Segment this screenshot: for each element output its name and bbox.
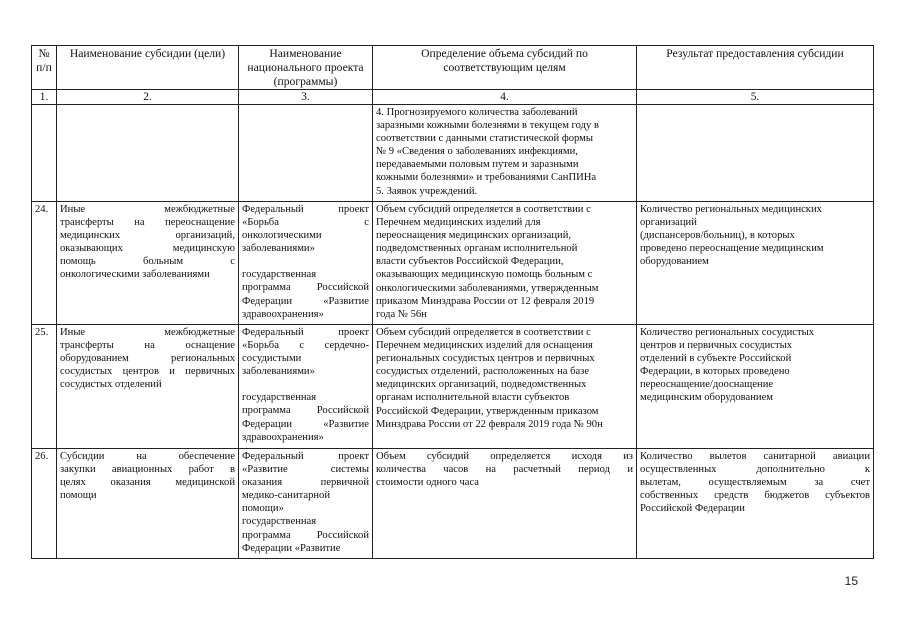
cell-text-line: здравоохранения» — [242, 431, 324, 443]
cell-text-line: Федерации «Развитие — [242, 418, 369, 430]
row-number: 26. — [32, 449, 57, 559]
row-number: 25. — [32, 325, 57, 449]
page-number: 15 — [844, 574, 858, 588]
cell-text-line: целях оказания медицинской — [60, 477, 235, 489]
cell-text-line: собственных средств бюджетов субъектов — [640, 490, 870, 502]
cell-text-line — [242, 255, 369, 268]
column-number: 5. — [637, 90, 874, 105]
column-number: 2. — [57, 90, 239, 105]
cell-text-line — [242, 378, 369, 391]
column-number-row — [32, 90, 874, 105]
cell-text-line: программа Российской — [242, 405, 369, 417]
cell-empty — [32, 105, 57, 202]
cell-text-line: Российской Федерации — [640, 503, 745, 515]
cell-text-line: подведомственных органам исполнительной — [376, 243, 578, 255]
cell-text-line: проведено переоснащение медицинским — [640, 243, 824, 255]
cell-text-line: заболеваниями» — [242, 366, 315, 378]
cell-text-line: оказывающих медицинскую помощь больным с — [376, 269, 593, 281]
cell-text-line: медико-санитарной — [242, 490, 331, 502]
cell-text-line: власти субъектов Российской Федерации, — [376, 256, 564, 268]
cell-text-line: Объем субсидий определяется в соответствии с — [376, 327, 591, 338]
cell-text-line: помощи — [60, 490, 97, 502]
cell-text-line: сосудистых отделений, расположенных на базе — [376, 366, 590, 378]
column-number: 3. — [239, 90, 373, 105]
cell-text-line: программа Российской — [242, 529, 369, 541]
cell-result — [637, 202, 874, 325]
cell-text-line: Федерации, в которых проведено — [640, 366, 790, 378]
header-volume-definition: Определение объема субсидий по соответствующим целям — [373, 46, 637, 90]
cell-project-name — [239, 449, 373, 559]
cell-result — [637, 449, 874, 559]
cell-text-line: кожными болезнями» и требованиями СанПИНа — [376, 172, 597, 184]
cell-project-name — [239, 202, 373, 325]
cell-text-line: органам исполнительной власти субъектов — [376, 392, 570, 404]
table-row — [32, 449, 874, 559]
cell-text-line: Количество региональных сосудистых — [640, 327, 815, 338]
cell-volume-definition — [373, 325, 637, 449]
cell-project-name — [239, 325, 373, 449]
cell-text-line: Федерации «Развитие — [242, 542, 341, 554]
cell-text-line: Иные межбюджетные — [60, 204, 235, 215]
cell-text-line: центров и первичных сосудистых — [640, 340, 793, 352]
continuation-row — [32, 105, 874, 202]
table-row — [32, 325, 874, 449]
cell-text-line: отделений в субъекте Российской — [640, 353, 792, 365]
cell-text-line: (диспансеров/больниц), в которых — [640, 230, 795, 242]
cell-text-line: Количество вылетов санитарной авиации — [640, 451, 870, 462]
cell-text-line: Федерации «Развитие — [242, 295, 369, 307]
cell-text-line: закупки авиационных работ в — [60, 464, 235, 476]
cell-text-line: Федеральный проект — [242, 451, 369, 462]
cell-volume-definition — [373, 449, 637, 559]
cell-text-line: Количество региональных медицинских — [640, 204, 822, 215]
header-project-name: Наименование национального проекта (программы) — [239, 46, 373, 90]
cell-text-line: региональных сосудистых центров и первичных — [376, 353, 595, 365]
cell-result — [637, 325, 874, 449]
cell-text-line: года № 56н — [376, 308, 427, 320]
cell-text-line: трансферты на переоснащение — [60, 217, 235, 229]
cell-text-line: стоимости одного часа — [376, 477, 480, 489]
cell-text-line: осуществленных дополнительно к — [640, 464, 870, 476]
cell-subsidy-name — [57, 325, 239, 449]
cell-volume-definition — [373, 202, 637, 325]
cell-text-line: оборудованием региональных — [60, 353, 235, 365]
cell-text-line: переоснащение/дооснащение — [640, 379, 774, 391]
cell-text-line: «Борьба с — [242, 217, 369, 229]
cell-text-line: организаций — [640, 217, 697, 229]
cell-subsidy-name — [57, 449, 239, 559]
cell-empty — [239, 105, 373, 202]
cell-text-line: вылетам, осуществляемым за счет — [640, 477, 870, 489]
cell-text-line: Субсидии на обеспечение — [60, 451, 235, 462]
cell-text-line: программа Российской — [242, 282, 369, 294]
cell-text-line: заразными кожными болезнями в текущем году в — [376, 120, 599, 132]
cell-empty — [637, 105, 874, 202]
cell-text-line: приказом Минздрава России от 12 февраля 2019 — [376, 295, 595, 307]
cell-text-line: Федеральный проект — [242, 327, 369, 338]
cell-text-line: «Борьба с сердечно- — [242, 340, 369, 352]
cell-text-line: количества часов на расчетный период и — [376, 464, 633, 476]
cell-text-line: Перечнем медицинских изделий для — [376, 217, 541, 229]
cell-text-line: оказания первичной — [242, 477, 369, 489]
header-subsidy-name: Наименование субсидии (цели) — [57, 46, 239, 90]
cell-text-line: сосудистых центров и первичных — [60, 366, 235, 378]
cell-text-line: онкологическими — [242, 230, 322, 242]
cell-text-line: Перечнем медицинских изделий для оснащения — [376, 340, 593, 352]
table-row — [32, 202, 874, 325]
cell-text-line: Минздрава России от 22 февраля 2019 года № 90н — [376, 418, 603, 430]
cell-text-line: государственная — [242, 269, 317, 281]
cell-subsidy-name — [57, 202, 239, 325]
cell-volume-continuation — [373, 105, 637, 202]
cell-text-line: онкологическими заболеваниями, утвержденным — [376, 282, 599, 294]
cell-text-line: 4. Прогнозируемого количества заболеваний — [376, 107, 578, 118]
cell-text-line: медицинских организаций, подведомственных — [376, 379, 587, 391]
cell-text-line: сосудистых отделений — [60, 379, 162, 391]
cell-text-line: Объем субсидий определяется исходя из — [376, 451, 633, 462]
row-number: 24. — [32, 202, 57, 325]
cell-text-line: онкологическими заболеваниями — [60, 269, 210, 281]
column-number: 4. — [373, 90, 637, 105]
cell-text-line: оборудованием — [640, 256, 709, 268]
cell-text-line: № 9 «Сведения о заболеваниях инфекциями, — [376, 146, 578, 158]
cell-text-line: Федеральный проект — [242, 204, 369, 215]
cell-text-line: государственная — [242, 392, 317, 404]
subsidy-table — [31, 45, 874, 559]
cell-text-line: «Развитие системы — [242, 464, 369, 476]
cell-text-line: заболеваниями» — [242, 243, 315, 255]
cell-empty — [57, 105, 239, 202]
cell-text-line: сосудистыми — [242, 353, 302, 365]
cell-text-line: государственная — [242, 516, 317, 528]
cell-text-line: Российской Федерации, утвержденным приказом — [376, 405, 599, 417]
cell-text-line: здравоохранения» — [242, 308, 324, 320]
cell-text-line: оказывающих медицинскую — [60, 243, 235, 255]
cell-text-line: медицинским оборудованием — [640, 392, 773, 404]
cell-text-line: Иные межбюджетные — [60, 327, 235, 338]
cell-text-line: переоснащения медицинских организаций, — [376, 230, 572, 242]
cell-text-line: помощь больным с — [60, 256, 235, 268]
column-number: 1. — [32, 90, 57, 105]
cell-text-line: трансферты на оснащение — [60, 340, 235, 352]
cell-text-line: помощи» — [242, 503, 284, 515]
cell-text-line: соответствии с данными статистической формы — [376, 133, 593, 145]
cell-text-line: 5. Заявок учреждений. — [376, 185, 478, 197]
header-number: № п/п — [32, 46, 57, 90]
cell-text-line: медицинских организаций, — [60, 230, 235, 242]
header-row — [32, 46, 874, 90]
header-result: Результат предоставления субсидии — [637, 46, 874, 90]
cell-text-line: передаваемыми половым путем и заразными — [376, 159, 579, 171]
cell-text-line: Объем субсидий определяется в соответствии с — [376, 204, 591, 215]
